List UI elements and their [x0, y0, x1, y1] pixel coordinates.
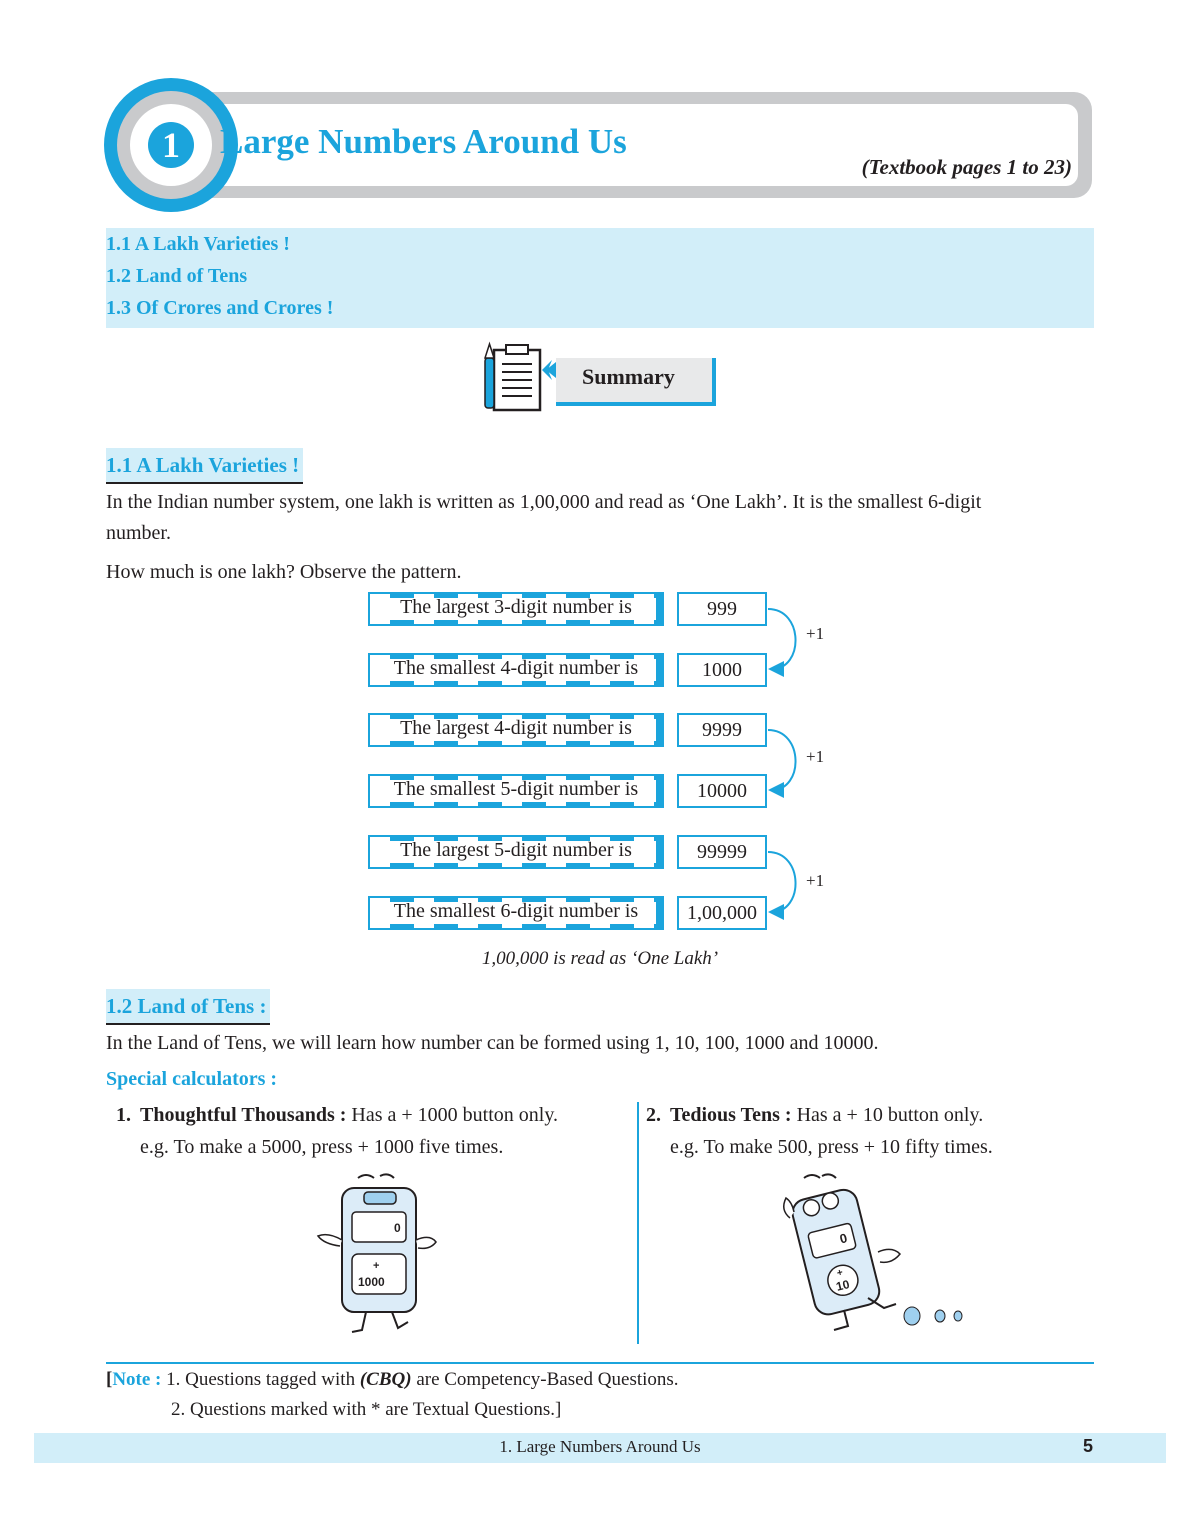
calc1-line: 1. Thoughtful Thousands : Has a + 1000 button only.	[116, 1104, 559, 1126]
footer-title: 1. Large Numbers Around Us	[499, 1437, 701, 1456]
chapter-number: 1	[148, 122, 194, 168]
pattern-value: 99999	[677, 835, 767, 869]
special-calculators-heading: Special calculators :	[106, 1068, 278, 1090]
pattern-value: 1000	[677, 653, 767, 687]
topic-item: 1.2 Land of Tens	[106, 265, 248, 287]
pattern-label: The largest 3-digit number is	[368, 592, 664, 626]
plus-one-label: +1	[806, 871, 825, 890]
topic-item: 1.3 Of Crores and Crores !	[106, 297, 334, 319]
paragraph-line: In the Indian number system, one lakh is written as 1,00,000 and read as ‘One Lakh’. It is the smallest 6-digit	[106, 491, 982, 513]
svg-text:1000: 1000	[358, 1275, 385, 1289]
clipboard-pen-icon	[482, 340, 562, 414]
column-divider	[637, 1102, 639, 1344]
pattern-caption: 1,00,000 is read as ‘One Lakh’	[481, 948, 719, 969]
paragraph-line: number.	[106, 522, 171, 544]
pattern-label: The smallest 5-digit number is	[368, 774, 664, 808]
pattern-label: The largest 4-digit number is	[368, 713, 664, 747]
pattern-value: 999	[677, 592, 767, 626]
pattern-label: The smallest 6-digit number is	[368, 896, 664, 930]
svg-text:0: 0	[838, 1230, 849, 1247]
svg-text:0: 0	[394, 1221, 401, 1235]
plus-one-label: +1	[806, 747, 825, 766]
calc1-example: e.g. To make a 5000, press + 1000 five times.	[140, 1136, 504, 1158]
section-heading: 1.2 Land of Tens :	[106, 989, 270, 1025]
summary-label: Summary	[582, 364, 675, 389]
pattern-value: 1,00,000	[677, 896, 767, 930]
pattern-value: 9999	[677, 713, 767, 747]
calc2-line: 2. Tedious Tens : Has a + 10 button only.	[646, 1104, 984, 1126]
note-line-1: [Note : 1. Questions tagged with (CBQ) are Competency-Based Questions.	[106, 1369, 679, 1390]
section-heading: 1.1 A Lakh Varieties !	[106, 448, 303, 484]
note-rule	[106, 1362, 1094, 1364]
paragraph-line: In the Land of Tens, we will learn how number can be formed using 1, 10, 100, 1000 and 10000.	[106, 1032, 879, 1054]
svg-text:+: +	[373, 1260, 380, 1272]
svg-text:+: +	[835, 1267, 845, 1280]
topic-item: 1.1 A Lakh Varieties !	[106, 233, 290, 255]
svg-text:10: 10	[834, 1277, 851, 1294]
thousands-calculator-illustration	[306, 1170, 446, 1342]
tens-calculator-illustration	[760, 1168, 980, 1340]
pattern-value: 10000	[677, 774, 767, 808]
chapter-pages: (Textbook pages 1 to 23)	[861, 155, 1072, 179]
plus-one-label: +1	[806, 624, 825, 643]
note-line-2: 2. Questions marked with * are Textual Questions.]	[171, 1399, 562, 1420]
pattern-label: The smallest 4-digit number is	[368, 653, 664, 687]
calc2-example: e.g. To make 500, press + 10 fifty times.	[670, 1136, 993, 1158]
paragraph-line: How much is one lakh? Observe the pattern.	[106, 561, 462, 583]
pattern-label: The largest 5-digit number is	[368, 835, 664, 869]
page-number: 5	[1083, 1436, 1094, 1456]
increment-arrows	[764, 600, 804, 920]
chapter-title: Large Numbers Around Us	[220, 122, 627, 161]
